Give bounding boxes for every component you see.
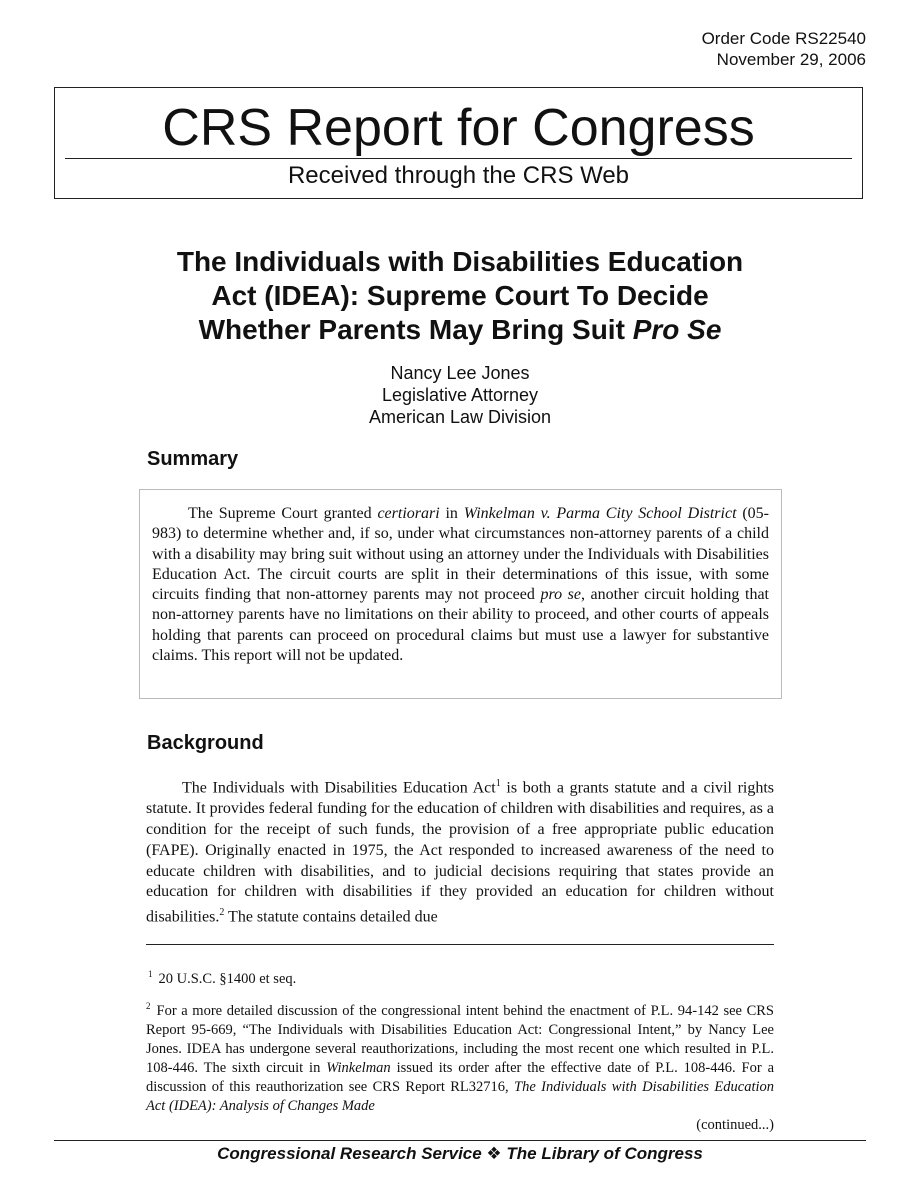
- order-code-block: [702, 28, 866, 70]
- footnote-1-text: 20 U.S.C. §1400 et seq.: [158, 970, 297, 987]
- footnote-2-italic-report: The Individuals with Disabilities Education Act (IDEA): Analysis of Changes Made: [146, 1078, 774, 1114]
- footnote-2-text-a: For a more detailed discussion of the congressional intent behind the enactment of P.L. 94-142 see CRS Report 95-669, “The Individuals with Disabilities Education Act: Congressional Intent,” by Nancy Lee Jones. IDEA has undergone several reauthorizations, including the most recent one which resulted in P.L. 108-446. The sixth circuit in: [146, 1002, 774, 1076]
- report-date: November 29, 2006: [716, 50, 866, 69]
- summary-text-3: (05-983) to determine whether and, if so, under what circumstances non-attorney parents of a child with a disability may bring suit without using an attorney under the Individuals with Disabilities Education Act. The circuit courts are split in their determinations of this issue, with some circuits finding that non-attorney parents may not proceed: [152, 505, 770, 604]
- background-text-1: The Individuals with Disabilities Education Act: [182, 779, 496, 797]
- footnote-2-text-b: issued its order after the effective date of P.L. 108-446. For a discussion of this reauthorization see CRS Report RL32716,: [146, 1059, 774, 1095]
- report-title-line-3-text: Whether Parents May Bring Suit: [198, 314, 633, 345]
- footnote-divider: [146, 944, 774, 945]
- order-code: Order Code RS22540: [701, 29, 866, 48]
- summary-italic-pro-se: pro se: [540, 586, 581, 604]
- footnote-2: [146, 997, 774, 1116]
- footnote-ref-1[interactable]: 1: [495, 778, 501, 789]
- report-title: [140, 245, 780, 347]
- author-name: Nancy Lee Jones: [390, 363, 530, 383]
- banner-subtitle: Received through the CRS Web: [287, 162, 630, 189]
- author-division: American Law Division: [368, 407, 552, 427]
- summary-box: [139, 489, 782, 699]
- report-title-line-1: The Individuals with Disabilities Education: [176, 246, 744, 277]
- background-text-3: The statute contains detailed due: [224, 908, 438, 926]
- summary-text-4: , another circuit holding that non-attorney parents have no limitations on their ability to proceed, and other courts of appeals holding that parents can proceed on procedural claims but must use a lawyer for substantive claims. This report will not be updated.: [152, 586, 769, 665]
- footnotes: [146, 965, 774, 1135]
- footnote-continued: (continued...): [696, 1116, 774, 1133]
- summary-text-1: The Supreme Court granted: [188, 505, 378, 522]
- footer-text: Congressional Research Service ❖ The Library of Congress: [217, 1144, 703, 1163]
- crs-banner: [54, 87, 863, 199]
- background-paragraph: [146, 774, 774, 928]
- background-heading: Background: [147, 732, 264, 754]
- footnote-2-italic-case: Winkelman: [326, 1059, 391, 1076]
- footnote-1-mark: 1: [148, 969, 153, 979]
- report-title-line-2: Act (IDEA): Supreme Court To Decide: [211, 280, 709, 311]
- author-block: [0, 362, 920, 428]
- summary-paragraph: [152, 504, 769, 666]
- summary-text-2: in: [439, 505, 464, 522]
- summary-italic-certiorari: certiorari: [377, 505, 440, 522]
- background-text-2: is both a grants statute and a civil rights statute. It provides federal funding for the education of children with disabilities and requires, as a condition for the receipt of such funds, the provision of a free appropriate public education (FAPE). Originally enacted in 1975, the Act responded to increased awareness of the need to educate children with disabilities, and to judicial decisions requiring that states provide an education for children with disabilities if they provided an education for children without disabilities.: [146, 779, 775, 926]
- banner-title: CRS Report for Congress: [162, 99, 755, 157]
- author-role: Legislative Attorney: [381, 385, 539, 405]
- report-title-line-3: [140, 313, 780, 347]
- footnote-ref-2[interactable]: 2: [219, 907, 225, 919]
- report-title-pro-se: Pro Se: [632, 314, 722, 345]
- footnote-1: [146, 965, 774, 989]
- summary-italic-case-name: Winkelman v. Parma City School District: [463, 505, 737, 522]
- footer-divider: [54, 1140, 866, 1141]
- summary-heading: Summary: [147, 448, 239, 470]
- footnote-2-mark: 2: [146, 1000, 151, 1011]
- banner-divider: [65, 158, 852, 159]
